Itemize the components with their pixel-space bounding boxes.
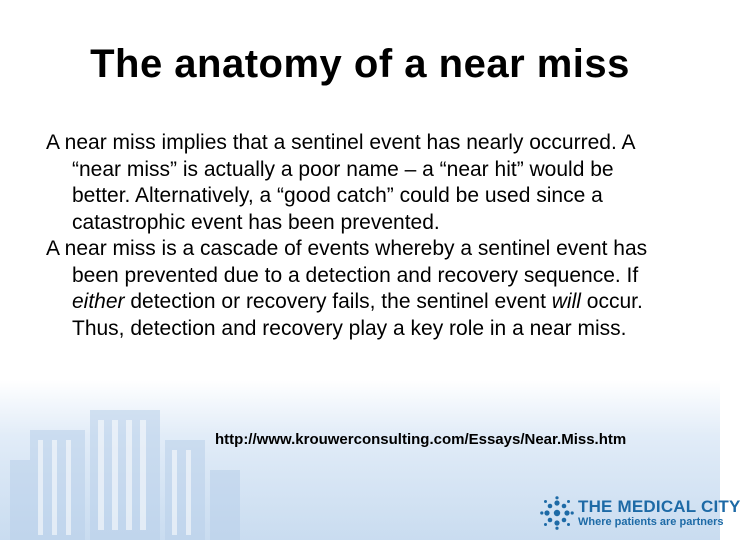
slide-body <box>46 130 676 342</box>
logo-tagline: Where patients are partners <box>578 516 724 528</box>
body-paragraph <box>46 236 676 342</box>
emphasized-text: will <box>551 290 581 313</box>
text-segment: detection or recovery fails, the sentinel event <box>124 290 552 313</box>
medical-city-logo-icon <box>540 496 574 530</box>
text-segment: occur. Thus, detection and recovery play a key role in a near miss. <box>72 290 643 340</box>
body-paragraph <box>46 130 676 236</box>
source-url: http://www.krouwerconsulting.com/Essays/Near.Miss.htm <box>215 431 627 448</box>
logo-name: THE MEDICAL CITY <box>578 497 741 516</box>
slide-title: The anatomy of a near miss <box>90 42 630 86</box>
text-segment: A near miss is a cascade of events whereby a sentinel event has been prevented due to a detection and recovery sequence. If <box>46 237 648 287</box>
medical-city-logo <box>540 494 741 534</box>
text-segment: A near miss implies that a sentinel event has nearly occurred. A “near miss” is actually a poor name – a “near hit” would be better. Alternatively, a “good catch” could be used since a catastrophic event has been prevented. <box>46 131 635 234</box>
emphasized-text: either <box>72 290 125 313</box>
